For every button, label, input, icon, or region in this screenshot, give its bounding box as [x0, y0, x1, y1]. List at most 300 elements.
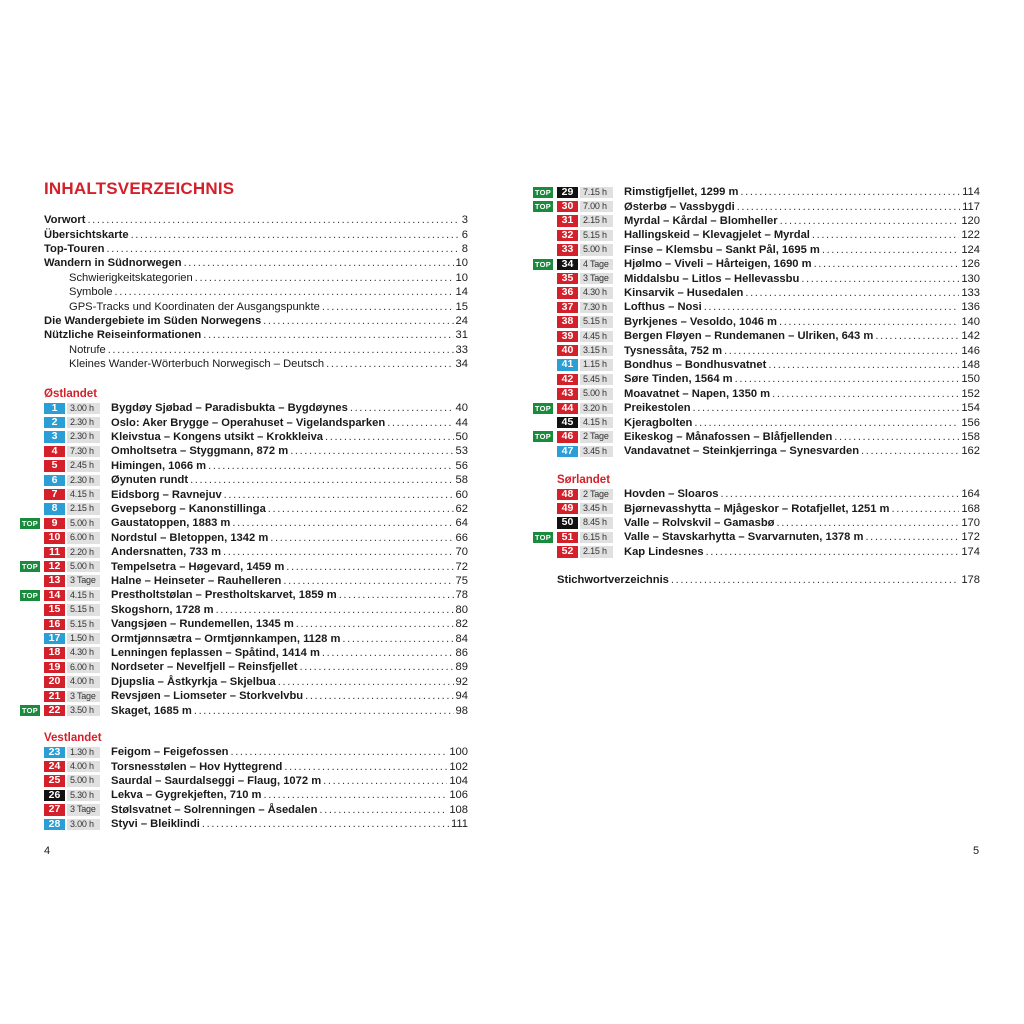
- tour-number-badge: 29: [557, 187, 578, 199]
- tour-entry: [624, 286, 980, 300]
- tour-number-badge: 3: [44, 431, 65, 443]
- tour-entry-page: 150: [961, 373, 980, 386]
- leader-dots: [202, 818, 449, 830]
- tour-entry-page: 124: [961, 243, 980, 256]
- front-matter-entry-page: 8: [461, 242, 468, 255]
- front-matter-entry: [69, 299, 468, 313]
- tour-number-badge: 52: [557, 546, 578, 558]
- leader-dots: [278, 676, 454, 688]
- section-heading: Sørlandet: [557, 474, 611, 486]
- tour-number-badge: 9: [44, 518, 65, 530]
- tour-entry-title: Valle – Rolvskvil – Gamasbø: [624, 516, 775, 529]
- tour-entry-page: 53: [455, 445, 468, 458]
- tour-entry: [624, 257, 980, 271]
- leader-dots: [768, 359, 959, 371]
- tour-number-badge: 13: [44, 575, 65, 587]
- leader-dots: [801, 273, 959, 285]
- tour-number-badge: 2: [44, 417, 65, 429]
- tour-number-badge: 49: [557, 503, 578, 515]
- tour-entry-title: Ormtjønnsætra – Ormtjønnkampen, 1128 m: [111, 632, 341, 645]
- leader-dots: [350, 402, 454, 414]
- tour-duration: 2.15 h: [580, 215, 613, 227]
- leader-dots: [740, 186, 960, 198]
- tour-entry: [111, 817, 468, 831]
- tour-duration: 5.00 h: [580, 388, 613, 400]
- tour-entry-page: 104: [449, 774, 468, 787]
- tour-entry-page: 40: [455, 402, 468, 415]
- top-tour-badge: TOP: [534, 403, 552, 413]
- front-matter-entry: [44, 242, 468, 256]
- tour-entry: [111, 689, 468, 703]
- tour-number-badge: 28: [44, 819, 65, 831]
- front-matter-entry-title: GPS-Tracks und Koordinaten der Ausgangspunkte: [69, 300, 320, 313]
- tour-entry-page: 60: [455, 488, 468, 501]
- front-matter-entry: [44, 256, 468, 270]
- leader-dots: [184, 257, 454, 269]
- tour-number-badge: 43: [557, 388, 578, 400]
- front-matter-entry: [44, 227, 468, 241]
- leader-dots: [706, 546, 960, 558]
- tour-number-badge: 30: [557, 201, 578, 213]
- tour-duration: 3 Tage: [67, 804, 100, 816]
- leader-dots: [694, 417, 959, 429]
- front-matter-entry: [69, 343, 468, 357]
- tour-number-badge: 45: [557, 417, 578, 429]
- tour-entry-title: Lenningen feplassen – Spåtind, 1414 m: [111, 646, 320, 659]
- tour-duration: 4.00 h: [67, 761, 100, 773]
- tour-duration: 1.30 h: [67, 747, 100, 759]
- tour-number-badge: 35: [557, 273, 578, 285]
- leader-dots: [216, 604, 454, 616]
- tour-number-badge: 17: [44, 633, 65, 645]
- leader-dots: [323, 775, 447, 787]
- front-matter-entry-title: Symbole: [69, 286, 113, 299]
- tour-duration: 7.30 h: [580, 302, 613, 314]
- tour-entry-title: Eikeskog – Månafossen – Blåfjellenden: [624, 430, 833, 443]
- tour-number-badge: 42: [557, 374, 578, 386]
- index-entry-page: 178: [961, 574, 980, 587]
- tour-entry-title: Middalsbu – Litlos – Hellevassbu: [624, 272, 800, 285]
- leader-dots: [342, 633, 453, 645]
- tour-entry-title: Andersnatten, 733 m: [111, 546, 222, 559]
- tour-duration: 4.30 h: [67, 647, 100, 659]
- tour-entry-page: 152: [961, 387, 980, 400]
- tour-entry-title: Kinsarvik – Husedalen: [624, 286, 744, 299]
- tour-entry-title: Finse – Klemsbu – Sankt Pål, 1695 m: [624, 243, 820, 256]
- tour-entry-page: 122: [961, 229, 980, 242]
- leader-dots: [822, 244, 959, 256]
- tour-entry-page: 92: [455, 675, 468, 688]
- tour-number-badge: 47: [557, 446, 578, 458]
- tour-entry: [624, 387, 980, 401]
- tour-number-badge: 44: [557, 403, 578, 415]
- leader-dots: [671, 574, 959, 586]
- front-matter-entry-title: Schwierigkeitskategorien: [69, 271, 193, 284]
- tour-duration: 4 Tage: [580, 259, 613, 271]
- tour-entry-page: 89: [455, 661, 468, 674]
- leader-dots: [108, 344, 454, 356]
- index-entry: [557, 573, 980, 587]
- tour-entry-page: 114: [962, 186, 980, 199]
- front-matter-entry-title: Top-Touren: [44, 242, 105, 255]
- front-matter-entry-title: Nützliche Reiseinformationen: [44, 329, 202, 342]
- tour-entry: [111, 545, 468, 559]
- front-matter-entry-title: Notrufe: [69, 343, 106, 356]
- tour-entry-title: Nordstul – Bletoppen, 1342 m: [111, 531, 269, 544]
- tour-entry-title: Himingen, 1066 m: [111, 459, 207, 472]
- tour-number-badge: 37: [557, 302, 578, 314]
- front-matter-entry-title: Wandern in Südnorwegen: [44, 257, 182, 270]
- leader-dots: [284, 761, 447, 773]
- tour-entry: [624, 271, 980, 285]
- tour-duration: 6.00 h: [67, 662, 100, 674]
- tour-entry: [111, 588, 468, 602]
- tour-entry-page: 100: [449, 746, 468, 759]
- leader-dots: [203, 329, 453, 341]
- tour-entry: [624, 343, 980, 357]
- leader-dots: [779, 316, 959, 328]
- tour-entry: [111, 759, 468, 773]
- leader-dots: [339, 589, 454, 601]
- toc-title: INHALTSVERZEICHNIS: [44, 179, 235, 198]
- leader-dots: [735, 373, 960, 385]
- leader-dots: [322, 647, 454, 659]
- tour-duration: 5.00 h: [580, 244, 613, 256]
- tour-entry-page: 98: [455, 704, 468, 717]
- leader-dots: [892, 503, 960, 515]
- tour-entry: [624, 329, 980, 343]
- tour-entry-title: Lekva – Gygrekjeften, 710 m: [111, 789, 262, 802]
- index-entry-title: Stichwortverzeichnis: [557, 574, 669, 587]
- tour-entry-title: Vandavatnet – Steinkjerringa – Synesvarden: [624, 445, 860, 458]
- tour-duration: 2.30 h: [67, 431, 100, 443]
- tour-number-badge: 15: [44, 604, 65, 616]
- tour-duration: 5.00 h: [67, 518, 100, 530]
- top-tour-badge: TOP: [534, 187, 552, 197]
- tour-entry-page: 108: [449, 803, 468, 816]
- tour-duration: 2.20 h: [67, 547, 100, 559]
- leader-dots: [264, 789, 448, 801]
- tour-number-badge: 19: [44, 662, 65, 674]
- leader-dots: [268, 503, 454, 515]
- tour-entry-title: Lofthus – Nosi: [624, 301, 702, 314]
- tour-entry-page: 58: [455, 474, 468, 487]
- tour-entry-title: Øynuten rundt: [111, 474, 189, 487]
- tour-entry-title: Revsjøen – Liomseter – Storkvelvbu: [111, 690, 304, 703]
- leader-dots: [772, 388, 959, 400]
- leader-dots: [232, 517, 453, 529]
- tour-duration: 3.00 h: [67, 403, 100, 415]
- tour-entry-page: 174: [961, 545, 980, 558]
- tour-duration: 4.15 h: [67, 590, 100, 602]
- tour-duration: 5.00 h: [67, 775, 100, 787]
- tour-entry-page: 62: [455, 502, 468, 515]
- leader-dots: [704, 301, 960, 313]
- leader-dots: [326, 358, 453, 370]
- tour-number-badge: 18: [44, 647, 65, 659]
- front-matter-entry-title: Übersichtskarte: [44, 228, 129, 241]
- tour-entry-title: Preikestolen: [624, 402, 691, 415]
- tour-entry-title: Saurdal – Saurdalseggi – Flaug, 1072 m: [111, 774, 322, 787]
- tour-number-badge: 24: [44, 761, 65, 773]
- tour-entry-page: 117: [962, 200, 980, 213]
- tour-entry-title: Omholtsetra – Styggmann, 872 m: [111, 445, 289, 458]
- tour-entry: [111, 415, 468, 429]
- tour-entry-title: Bjørnevasshytta – Mjågeskor – Rotafjellet, 1251 m: [624, 502, 890, 515]
- leader-dots: [283, 575, 453, 587]
- leader-dots: [737, 201, 960, 213]
- leader-dots: [223, 546, 454, 558]
- leader-dots: [290, 445, 453, 457]
- tour-number-badge: 16: [44, 619, 65, 631]
- front-matter-entry-page: 15: [455, 300, 468, 313]
- tour-entry-page: 44: [455, 416, 468, 429]
- tour-entry-page: 172: [961, 531, 980, 544]
- tour-entry-title: Byrkjenes – Vesoldo, 1046 m: [624, 315, 777, 328]
- tour-number-badge: 27: [44, 804, 65, 816]
- leader-dots: [319, 804, 447, 816]
- tour-duration: 1.15 h: [580, 359, 613, 371]
- tour-entry: [111, 631, 468, 645]
- tour-number-badge: 5: [44, 460, 65, 472]
- tour-entry: [111, 574, 468, 588]
- leader-dots: [814, 258, 960, 270]
- tour-entry-title: Gaustatoppen, 1883 m: [111, 517, 231, 530]
- tour-entry: [624, 214, 980, 228]
- tour-entry-title: Bergen Fløyen – Rundemanen – Ulriken, 643 m: [624, 330, 874, 343]
- top-tour-badge: TOP: [534, 201, 552, 211]
- tour-entry: [624, 487, 980, 501]
- top-tour-badge: TOP: [21, 518, 39, 528]
- tour-entry: [111, 646, 468, 660]
- tour-entry-page: 154: [961, 402, 980, 415]
- tour-entry-title: Hallingskeid – Klevagjelet – Myrdal: [624, 229, 810, 242]
- tour-number-badge: 22: [44, 705, 65, 717]
- tour-duration: 7.30 h: [67, 446, 100, 458]
- tour-entry-title: Styvi – Bleiklindi: [111, 818, 200, 831]
- tour-duration: 5.15 h: [580, 316, 613, 328]
- tour-entry-page: 66: [455, 531, 468, 544]
- page-number-right: 5: [973, 845, 980, 857]
- tour-duration: 7.15 h: [580, 187, 613, 199]
- leader-dots: [296, 618, 454, 630]
- top-tour-badge: TOP: [21, 705, 39, 715]
- tour-duration: 3.50 h: [67, 705, 100, 717]
- tour-entry: [111, 603, 468, 617]
- tour-entry-title: Tempelsetra – Høgevard, 1459 m: [111, 560, 285, 573]
- tour-entry-page: 94: [455, 690, 468, 703]
- tour-entry: [111, 803, 468, 817]
- tour-entry: [111, 788, 468, 802]
- leader-dots: [780, 215, 960, 227]
- tour-entry-title: Myrdal – Kårdal – Blomheller: [624, 214, 778, 227]
- tour-duration: 5.15 h: [67, 619, 100, 631]
- tour-entry: [111, 774, 468, 788]
- tour-entry-page: 164: [961, 488, 980, 501]
- tour-duration: 2.45 h: [67, 460, 100, 472]
- tour-entry: [111, 487, 468, 501]
- tour-number-badge: 46: [557, 431, 578, 443]
- tour-entry-page: 106: [449, 789, 468, 802]
- tour-entry-title: Djupslia – Åstkyrkja – Skjelbua: [111, 675, 276, 688]
- tour-entry-title: Skogshorn, 1728 m: [111, 603, 214, 616]
- tour-entry-title: Moavatnet – Napen, 1350 m: [624, 387, 771, 400]
- tour-entry-title: Oslo: Aker Brygge – Operahuset – Vigelandsparken: [111, 416, 386, 429]
- tour-duration: 3.00 h: [67, 819, 100, 831]
- tour-entry-page: 50: [455, 430, 468, 443]
- tour-entry-page: 120: [961, 214, 980, 227]
- tour-duration: 4.00 h: [67, 676, 100, 688]
- tour-entry: [624, 243, 980, 257]
- tour-entry: [624, 372, 980, 386]
- tour-entry-page: 140: [961, 315, 980, 328]
- leader-dots: [195, 272, 454, 284]
- tour-entry: [624, 444, 980, 458]
- tour-duration: 4.30 h: [580, 287, 613, 299]
- page-number-left: 4: [44, 845, 51, 857]
- tour-entry-page: 133: [961, 286, 980, 299]
- tour-entry-page: 126: [961, 258, 980, 271]
- front-matter-entry: [44, 314, 468, 328]
- tour-duration: 3.45 h: [580, 446, 613, 458]
- tour-entry: [624, 358, 980, 372]
- tour-entry-page: 136: [961, 301, 980, 314]
- front-matter-entry: [44, 213, 468, 227]
- front-matter-entry-page: 10: [455, 271, 468, 284]
- leader-dots: [224, 489, 454, 501]
- leader-dots: [724, 345, 959, 357]
- tour-duration: 5.15 h: [580, 230, 613, 242]
- tour-entry-title: Kjeragbolten: [624, 416, 693, 429]
- leader-dots: [322, 301, 454, 313]
- leader-dots: [286, 561, 453, 573]
- tour-duration: 3.15 h: [580, 345, 613, 357]
- tour-entry-page: 148: [961, 358, 980, 371]
- tour-entry-page: 84: [455, 632, 468, 645]
- tour-number-badge: 33: [557, 244, 578, 256]
- tour-entry-page: 156: [961, 416, 980, 429]
- leader-dots: [325, 431, 454, 443]
- tour-entry: [624, 300, 980, 314]
- tour-entry-title: Søre Tinden, 1564 m: [624, 373, 733, 386]
- tour-entry: [111, 444, 468, 458]
- tour-number-badge: 39: [557, 331, 578, 343]
- tour-entry-page: 170: [961, 516, 980, 529]
- tour-entry: [624, 228, 980, 242]
- tour-entry-title: Nordseter – Nevelfjell – Reinsfjellet: [111, 661, 298, 674]
- leader-dots: [834, 431, 959, 443]
- tour-duration: 7.00 h: [580, 201, 613, 213]
- tour-number-badge: 38: [557, 316, 578, 328]
- tour-number-badge: 36: [557, 287, 578, 299]
- top-tour-badge: TOP: [534, 259, 552, 269]
- tour-entry-page: 72: [455, 560, 468, 573]
- tour-number-badge: 14: [44, 590, 65, 602]
- tour-duration: 5.30 h: [67, 790, 100, 802]
- tour-entry-title: Rimstigfjellet, 1299 m: [624, 186, 739, 199]
- leader-dots: [875, 330, 959, 342]
- tour-duration: 8.45 h: [580, 517, 613, 529]
- leader-dots: [190, 474, 453, 486]
- tour-entry: [111, 703, 468, 717]
- tour-entry: [111, 531, 468, 545]
- tour-duration: 3.20 h: [580, 403, 613, 415]
- leader-dots: [131, 229, 460, 241]
- tour-duration: 3 Tage: [580, 273, 613, 285]
- tour-duration: 2.15 h: [580, 546, 613, 558]
- tour-number-badge: 6: [44, 475, 65, 487]
- tour-entry-page: 158: [961, 430, 980, 443]
- tour-duration: 2.30 h: [67, 475, 100, 487]
- tour-number-badge: 34: [557, 259, 578, 271]
- tour-entry: [624, 530, 980, 544]
- tour-entry: [624, 185, 980, 199]
- top-tour-badge: TOP: [21, 561, 39, 571]
- leader-dots: [305, 690, 453, 702]
- leader-dots: [208, 460, 453, 472]
- tour-entry-title: Kap Lindesnes: [624, 545, 704, 558]
- leader-dots: [721, 488, 960, 500]
- tour-number-badge: 10: [44, 532, 65, 544]
- tour-entry-title: Gvepseborg – Kanonstillinga: [111, 502, 266, 515]
- leader-dots: [812, 229, 959, 241]
- tour-duration: 4.15 h: [67, 489, 100, 501]
- leader-dots: [231, 746, 448, 758]
- tour-duration: 5.00 h: [67, 561, 100, 573]
- tour-entry: [111, 660, 468, 674]
- tour-number-badge: 25: [44, 775, 65, 787]
- tour-entry-title: Bondhus – Bondhusvatnet: [624, 358, 767, 371]
- tour-entry-title: Hovden – Sloaros: [624, 488, 719, 501]
- tour-entry-title: Tysnessåta, 752 m: [624, 344, 723, 357]
- tour-number-badge: 12: [44, 561, 65, 573]
- tour-number-badge: 7: [44, 489, 65, 501]
- front-matter-entry: [69, 271, 468, 285]
- tour-duration: 5.45 h: [580, 374, 613, 386]
- tour-entry: [624, 545, 980, 559]
- tour-entry-title: Halne – Heinseter – Rauhelleren: [111, 574, 282, 587]
- section-heading: Vestlandet: [44, 732, 102, 744]
- tour-entry-page: 142: [961, 330, 980, 343]
- tour-number-badge: 26: [44, 790, 65, 802]
- tour-entry: [111, 473, 468, 487]
- tour-duration: 5.15 h: [67, 604, 100, 616]
- leader-dots: [87, 214, 459, 226]
- tour-entry-page: 146: [961, 344, 980, 357]
- top-tour-badge: TOP: [534, 532, 552, 542]
- leader-dots: [387, 417, 453, 429]
- tour-entry-title: Torsnesstølen – Hov Hyttegrend: [111, 760, 283, 773]
- tour-entry-title: Valle – Stavskarhytta – Svarvarnuten, 1378 m: [624, 531, 864, 544]
- tour-entry: [624, 501, 980, 515]
- tour-entry-title: Bygdøy Sjøbad – Paradisbukta – Bygdøynes: [111, 402, 348, 415]
- tour-number-badge: 8: [44, 503, 65, 515]
- tour-number-badge: 20: [44, 676, 65, 688]
- leader-dots: [745, 287, 959, 299]
- tour-duration: 3.45 h: [580, 503, 613, 515]
- tour-entry-page: 80: [455, 603, 468, 616]
- tour-entry: [111, 745, 468, 759]
- tour-duration: 6.15 h: [580, 532, 613, 544]
- front-matter-entry-page: 14: [455, 286, 468, 299]
- tour-duration: 3 Tage: [67, 691, 100, 703]
- tour-entry-title: Prestholtstølan – Prestholtskarvet, 1859 m: [111, 589, 337, 602]
- tour-entry: [624, 315, 980, 329]
- tour-entry: [111, 516, 468, 530]
- tour-duration: 2 Tage: [580, 431, 613, 443]
- tour-duration: 2 Tage: [580, 489, 613, 501]
- tour-entry-page: 86: [455, 646, 468, 659]
